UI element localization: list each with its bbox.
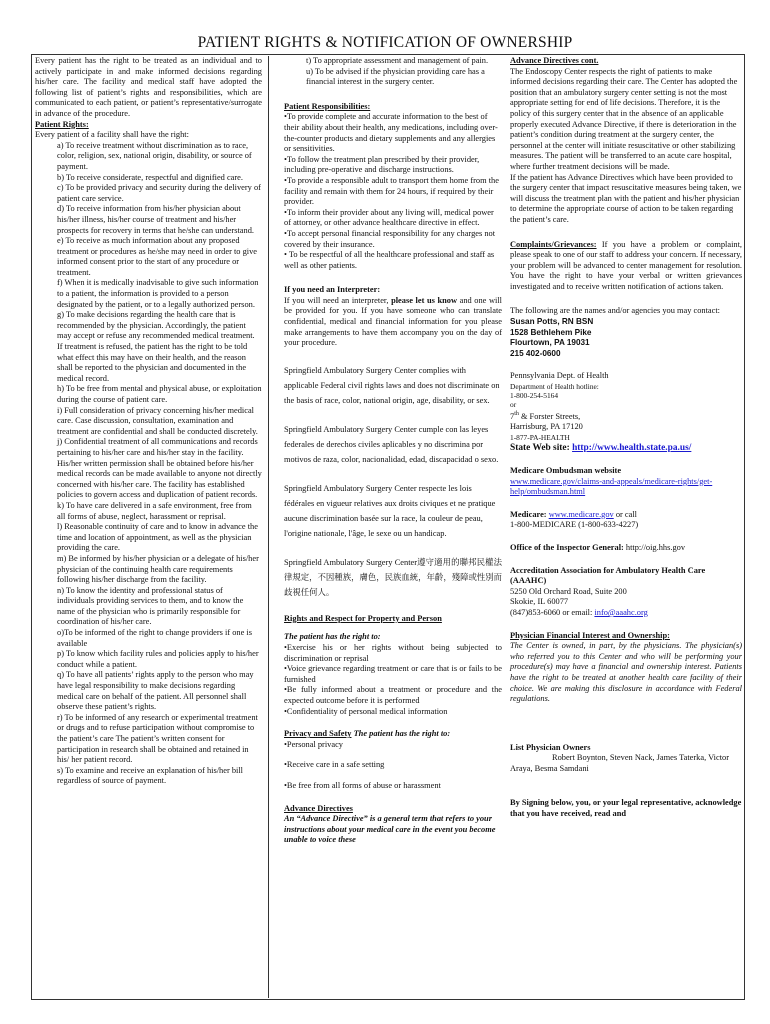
doh-street-suffix: th [514,411,519,418]
civil-rights-chinese: Springfield Ambulatory Surgery Center遵守適用的聯邦民權法律規定，不因種族，膚色，民族血統，年齡，殘障或性別而歧視任何人。 [284,557,502,597]
responsibilities-heading: Patient Responsibilities: [284,101,371,111]
agencies-lead: The following are the names and/or agencies you may contact: [510,306,720,316]
signing-text: By Signing below, you, or your legal representative, acknowledge that you have received, read and [510,798,742,819]
property-heading: Rights and Respect for Property and Person [284,613,442,623]
rights-item: k) To have care delivered in a safe environment, free from all forms of abuse, neglect, harassment or reprisal. [57,500,252,521]
doh-street-rest: & Forster Streets, [518,411,581,421]
aaahc-heading: Accreditation Association for Ambulatory Health Care (AAAHC) [510,565,706,586]
grievances-heading: Complaints/Grievances: [510,239,597,249]
privacy-heading: Privacy and Safety [284,729,352,739]
rights-item: g) To make decisions regarding the health care that is recommended by the physician. Accordingly, the patient may accept or refuse any recommended medical treatment. If treatment is refused, the patient has the right to be told what effect this may have on their health, and the reason shall be reported to the physician and documented in the medical record. [57,310,255,383]
rights-item: s) To examine and receive an explanation of his/her bill regardless of source of payment. [57,765,244,786]
rights-item: a) To receive treatment without discrimination as to race, color, religion, sex, national origin, disability, or source of payment. [57,140,252,171]
aaahc-address: 5250 Old Orchard Road, Suite 200 [510,586,627,596]
rights-item: d) To receive information from his/her physician about his/her illness, his/her course of treatment and his/her prospects for recovery in terms that he/she can understand. [57,204,254,235]
patient-rights-heading: Patient Rights: [35,119,89,129]
privacy-item: •Personal privacy [284,739,343,749]
rights-item: t) To appropriate assessment and management of pain. [306,56,489,65]
page-title: PATIENT RIGHTS & NOTIFICATION OF OWNERSHIP [197,34,573,51]
interpreter-text [284,296,502,349]
ombudsman-link[interactable]: www.medicare.gov/claims-and-appeals/medicare-rights/get-help/ombudsman.html [510,476,713,497]
contact-name: Susan Potts, RN BSN [510,317,594,327]
medicare-line [510,510,742,521]
rights-item: n) To know the identity and professional status of individuals providing services to them, and to know the name of the physician who is primarily responsible for coordination of his/her care. [57,585,244,627]
privacy-heading-line [284,729,502,740]
rights-item: i) Full consideration of privacy concerning his/her medical care. Case discussion, consultation, examination and treatment are confidential and shall be conducted discretely. [57,405,258,436]
interpreter-heading: If you need an Interpreter: [284,285,381,295]
grievances-text: If you have a problem or complaint, please speak to one of our staff to address your concern. If necessary, your problem will be advanced to center management for resolution. You have the right to have your verbal or written grievances investigated and to receive written notification of actions taken. [510,239,742,291]
responsibility-item: •To provide complete and accurate information to the best of their ability about their health, any medications, including over-the-counter products and dietary supplements and any allergies or sensitivities. [284,112,498,154]
advance-directives-cont-text-2: If the patient has Advance Directives which have been provided to the surgery center that impact resuscitative measures being taken, we will discuss the treatment plan with the patient and his/her physician to determine the appropriate course of action to be taken regarding the patient’s care. [510,172,742,224]
interpreter-text-c: and one will be provided for you. If you have someone who can translate confidential, medical and financial information for you please make arrangements to have them accompany you on the day of your procedure. [284,295,503,348]
interpreter-text-a: If you will need an interpreter, [284,295,392,305]
oig-url[interactable]: http://oig.hhs.gov [623,542,686,552]
medicare-link[interactable]: www.medicare.gov [548,509,614,519]
rights-item: c) To be provided privacy and security during the delivery of patient care service. [57,183,261,203]
privacy-lead: The patient has the right to: [351,729,451,739]
rights-item: f) When it is medically inadvisable to give such information to a patient, the information is provided to a person designated by the patient, or to a legally authorized person. [57,278,259,309]
intro-paragraph: Every patient has the right to be treated as an individual and to actively participate in and make informed decisions regarding his/her care. The facility and medical staff have adopted the following list of patient’s rights and responsibilities, which are communicated to each patient, or patient’s representative/surrogate in advance of the procedure. [35,56,262,118]
state-web-line [510,442,742,454]
rights-item: q) To have all patients’ rights apply to the person who may have legal responsibility to make decisions regarding medical care on behalf of the patient. All personnel shall observe these patient’s rights. [57,670,254,712]
rights-item: r) To be informed of any research or experimental treatment or drugs and to refuse participation without compromise to the patient’s care The patient’s written consent for participation in research shall be obtained and retained in his/ her patient record. [57,712,258,765]
rights-item: h) To be free from mental and physical abuse, or exploitation during the course of patient care. [57,384,262,404]
grievances-paragraph [510,240,742,293]
advance-directives-heading: Advance Directives [284,803,353,813]
state-web-label: State Web site: [510,443,570,454]
property-item: •Exercise his or her rights without being subjected to discrimination or reprisal [284,643,502,663]
rights-item: p) To know which facility rules and policies apply to his/her conduct while a patient. [57,649,259,669]
medicare-phone: 1-800-MEDICARE (1-800-633-4227) [510,520,639,530]
rights-item: u) To be advised if the physician providing care has a financial interest in the surgery center. [306,66,485,87]
doh-phone: 1-800-254-5164 [510,391,559,401]
property-item: •Be fully informed about a treatment or procedure and the expected outcome before it is performed [284,685,502,705]
rights-item: b) To receive considerate, respectful and dignified care. [57,172,243,182]
financial-interest-text: The Center is owned, in part, by the physicians. The physician(s) who referred you to this Center and who will be performing your procedure(s) may have a financial and ownership interest. Patients have the right to be treated at another health care facility of their choice. We are making this disclosure in accordance with Federal regulations. [510,641,742,704]
column-1 [35,56,269,998]
patient-rights-lead: Every patient of a facility shall have the right: [35,130,189,140]
contact-address: 1528 Bethlehem Pike [510,327,592,337]
rights-list-continued [284,56,502,88]
advance-directives-cont-heading: Advance Directives cont. [510,56,599,65]
medicare-or: or call [613,509,637,519]
responsibility-item: •To inform their provider about any living will, medical power of attorney, or other advance healthcare directive in effect. [284,207,494,228]
doh-street [510,409,742,422]
responsibility-item: •To follow the treatment plan prescribed by their provider, including pre-operative and discharge instructions. [284,154,480,175]
aaahc-email-link[interactable]: info@aaahc.org [594,607,648,617]
owners-heading: List Physician Owners [510,742,591,752]
property-lead: The patient has the right to: [284,632,381,642]
privacy-item: •Receive care in a safe setting [284,760,385,770]
column-3 [510,56,742,820]
advance-directives-cont-text: The Endoscopy Center respects the right of patients to make informed decisions regarding their care. The Center has adopted the position that an ambulatory surgery center setting is not the most appropriate setting for end of life decisions. Therefore, it is the policy of this surgery center that in the absence of an applicable properly executed Advance Directive, if there is deterioration in the patient’s condition during treatment at the surgery center, the personnel at the center will initiate resuscitative or other stabilizing measures. The patient will be transferred to an acute care hospital, where further treatment decisions will be made. [510,66,738,171]
advance-directives-text: An “Advance Directive” is a general term that refers to your instructions about your medical care in the event you become unable to voice these [284,814,496,845]
oig-label: Office of the Inspector General: [510,542,624,552]
property-item: •Confidentiality of personal medical information [284,706,448,716]
doh-or: or [510,400,517,410]
property-item: •Voice grievance regarding treatment or care that is or fails to be furnished [284,664,502,684]
doh-hotline-label: Department of Health hotline: [510,382,599,392]
owners-text: Robert Boynton, Steven Nack, James Taterka, Victor Araya, Besma Samdani [510,753,729,773]
interpreter-text-bold: please let us know [391,295,458,305]
medicare-label: Medicare: [510,509,547,519]
aaahc-contact [510,608,742,619]
contact-city: Flourtown, PA 19031 [510,338,590,348]
privacy-item: •Be free from all forms of abuse or harassment [284,780,441,790]
doh-name: Pennsylvania Dept. of Health [510,371,609,381]
rights-item: l) Reasonable continuity of care and to know in advance the time and location of appointment, as well as the physician providing the care. [57,522,258,553]
ombudsman-heading: Medicare Ombudsman website [510,466,622,476]
civil-rights-english: Springfield Ambulatory Surgery Center complies with applicable Federal civil rights laws and does not discriminate on the basis of race, color, national origin, age, disability, or sex. [284,365,500,405]
aaahc-city: Skokie, IL 60077 [510,597,569,607]
contact-phone: 215 402-0600 [510,348,561,358]
aaahc-phone: (847)853-6060 or email: [510,607,595,617]
patient-rights-list [35,141,262,787]
doh-street-number: 7 [510,411,515,421]
column-2 [284,56,502,846]
rights-item: e) To receive as much information about any proposed treatment or procedures as he/she may need in order to give informed consent prior to the start of any procedure or treatment. [57,236,257,277]
responsibility-item: •To provide a responsible adult to transport them home from the facility and remain with them for 24 hours, if required by their provider. [284,175,499,207]
civil-rights-spanish: Springfield Ambulatory Surgery Center cumple con las leyes federales de derechos civiles aplicables y no discrimina por motivos de raza, color, nacionalidad, edad, discapacidad o sexo. [284,424,499,464]
oig-line [510,543,742,554]
responsibility-item: •To accept personal financial responsibility for any charges not covered by their insurance. [284,228,496,249]
rights-item: j) Confidential treatment of all communications and records pertaining to his/her care and his/her stay in the facility. His/her written permission shall be obtained before his/her medical records can be made available to anyone not directly concerned with his/her care. The facility has established policies to govern access and duplication of patient records. [57,437,262,500]
doh-city: Harrisburg, PA 17120 [510,422,583,432]
rights-item: m) Be informed by his/her physician or a delegate of his/her physician of the continuing health care requirements following his/her discharge from the facility. [57,553,259,585]
rights-item: o)To be informed of the right to change providers if one is available [57,628,253,648]
responsibility-item: • To be respectful of all the healthcare professional and staff as well as other patients. [284,250,495,270]
doh-phone-2: 1-877-PA-HEALTH [510,433,570,443]
financial-interest-heading: Physician Financial Interest and Ownership: [510,630,670,640]
civil-rights-french: Springfield Ambulatory Surgery Center respecte les lois fédérales en vigueur relatives aux droits civiques et ne pratique aucune discrimination basée sur la race, la couleur de peau, l'origine nationale, l'âge, le sexe ou un handicap. [284,483,496,538]
ombudsman-line [510,477,742,498]
state-web-link[interactable]: http://www.health.state.pa.us/ [572,443,692,454]
